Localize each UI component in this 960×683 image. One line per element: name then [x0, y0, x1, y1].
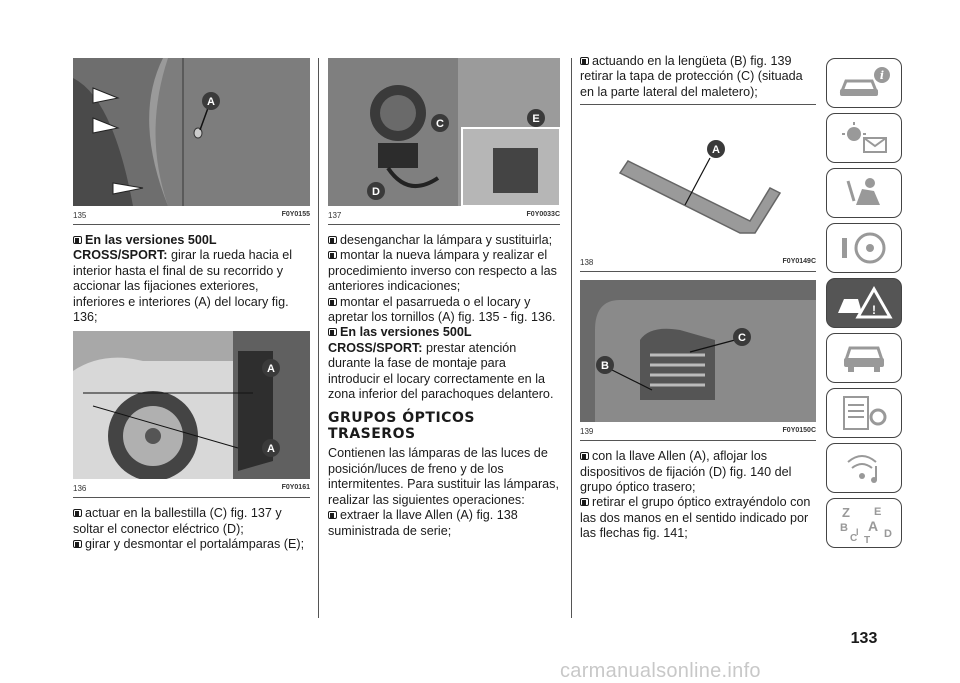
figure-137-illustration: [328, 58, 560, 206]
column-2: [328, 58, 560, 539]
bullet-list: [580, 449, 816, 541]
chapter-sidebar: [826, 58, 904, 553]
bullet-icon: [328, 328, 337, 336]
svg-text:T: T: [864, 535, 871, 543]
figure-136-illustration: [73, 331, 310, 479]
figure-136: [73, 331, 310, 479]
bullet-icon: [328, 236, 337, 244]
list-item: extraer la llave Allen (A) fig. 138 suministrada de serie;: [328, 508, 518, 538]
callout-label: D: [372, 186, 380, 198]
figure-number: 138: [580, 258, 594, 268]
bullet-icon: [73, 540, 82, 548]
tab-seat-airbag[interactable]: [826, 168, 902, 218]
bullet-icon: [580, 498, 589, 506]
column-1: [73, 58, 310, 553]
bullet-icon: [73, 509, 82, 517]
paragraph-text: girar la rueda hacia el interior hasta el final de su recorrido y accionar las fijaciones exteriores, inferiores e interiores (A) del locary fig. 136;: [73, 248, 293, 325]
callout-label: C: [738, 332, 746, 345]
list-item: actuando en la lengüeta (B) fig. 139 retirar la tapa de protección (C) (situada en la parte lateral del maletero);: [580, 54, 803, 99]
figure-code: F0Y0149C: [782, 258, 816, 266]
callout-label: C: [436, 118, 444, 130]
callout-label: A: [267, 363, 275, 376]
bullet-icon: [580, 452, 589, 460]
steering-wheel-icon: [834, 230, 894, 266]
callout-label: A: [207, 96, 215, 108]
figure-139-illustration: [580, 280, 816, 422]
paragraph: En las versiones 500L CROSS/SPORT: prestar atención durante la fase de montaje para introducir el locary correctamente en la zona inferior del parachoques delantero.: [328, 325, 554, 402]
svg-text:Z: Z: [842, 505, 850, 520]
bullet-list: [73, 506, 310, 552]
figure-number: 135: [73, 211, 87, 220]
bullet-list: [580, 54, 816, 100]
list-item: montar el pasarrueda o el locary y apretar los tornillos (A) fig. 135 - fig. 136.: [328, 294, 556, 325]
dashboard-lights-icon: [834, 120, 894, 156]
list-item: desenganchar la lámpara y sustituirla;: [328, 233, 560, 248]
svg-text:!: !: [872, 303, 876, 317]
callout-label: E: [532, 113, 540, 125]
figure-number: 137: [328, 211, 342, 220]
tab-multimedia[interactable]: [826, 443, 902, 493]
figure-caption: [328, 211, 560, 225]
callout-label: A: [267, 443, 275, 456]
figure-138-illustration: [580, 113, 816, 253]
index-letters-icon: [834, 503, 894, 543]
paragraph: [73, 233, 310, 325]
figure-137: [328, 58, 560, 206]
figure-caption: [73, 211, 310, 225]
seat-airbag-icon: [834, 175, 894, 211]
figure-caption: [73, 484, 310, 498]
column-divider: [318, 58, 319, 618]
figure-code: F0Y0155: [281, 211, 310, 218]
svg-text:i: i: [879, 69, 885, 82]
page-number: 133: [850, 630, 878, 647]
multimedia-icon: [834, 450, 894, 486]
tab-car-maintenance[interactable]: [826, 333, 902, 383]
tab-index[interactable]: [826, 498, 902, 548]
list-item: retirar el grupo óptico extrayéndolo con las dos manos en el sentido indicado por las flechas fig. 141;: [580, 495, 811, 541]
figure-138: [580, 113, 816, 253]
bullet-icon: [328, 298, 337, 306]
list-item: actuar en la ballestilla (C) fig. 137 y soltar el conector eléctrico (D);: [73, 506, 282, 536]
figure-caption: [580, 427, 816, 441]
column-divider: [571, 58, 572, 618]
car-maintenance-icon: [834, 340, 894, 376]
svg-text:A: A: [868, 518, 879, 534]
bullet-icon: [328, 511, 337, 519]
tab-dashboard-lights[interactable]: [826, 113, 902, 163]
bullet-icon: [580, 57, 589, 65]
list-item: con la llave Allen (A), aflojar los dispositivos de fijación (D) fig. 140 del grupo óptico trasero;: [580, 449, 792, 495]
figure-code: F0Y0150C: [782, 427, 816, 435]
section-heading: GRUPOS ÓPTICOS TRASEROS: [328, 410, 475, 443]
svg-text:B: B: [840, 522, 848, 534]
svg-text:I: I: [856, 527, 859, 537]
svg-text:E: E: [874, 506, 882, 518]
bullet-icon: [73, 236, 82, 244]
figure-number: 136: [73, 484, 87, 494]
figure-135-illustration: [73, 58, 310, 206]
list-item: montar la nueva lámpara y realizar el procedimiento inverso con respecto a las anteriores indicaciones;: [328, 248, 557, 294]
figure-code: F0Y0033C: [526, 211, 560, 218]
figure-139: [580, 280, 816, 422]
tab-emergency[interactable]: [826, 278, 902, 328]
tab-technical-data[interactable]: [826, 388, 902, 438]
tab-steering-wheel[interactable]: [826, 223, 902, 273]
technical-data-icon: [834, 395, 894, 431]
list-item: girar y desmontar el portalámparas (E);: [73, 537, 310, 552]
tab-car-info[interactable]: [826, 58, 902, 108]
callout-label: A: [712, 144, 720, 157]
svg-text:C: C: [850, 533, 858, 543]
figure-135: [73, 58, 310, 206]
figure-code: F0Y0161: [281, 484, 310, 492]
watermark: carmanualsonline.info: [560, 660, 761, 682]
paragraph-label: En las versiones 500L CROSS/SPORT:: [73, 233, 217, 263]
bullet-list: [328, 233, 560, 402]
callout-label: B: [601, 360, 609, 373]
figure-caption: [580, 258, 816, 272]
svg-text:D: D: [884, 528, 892, 540]
figure-number: 139: [580, 427, 594, 437]
column-3: [580, 54, 816, 542]
bullet-icon: [328, 251, 337, 259]
paragraph: Contienen las lámparas de las luces de posición/luces de freno y de los intermitentes. Para sustituir las lámparas, realizar las siguientes operaciones: extraer la llave Allen (A) fig. 138 suministrada de serie;: [328, 446, 559, 538]
emergency-warning-icon: [834, 285, 894, 321]
car-info-icon: [834, 65, 894, 101]
